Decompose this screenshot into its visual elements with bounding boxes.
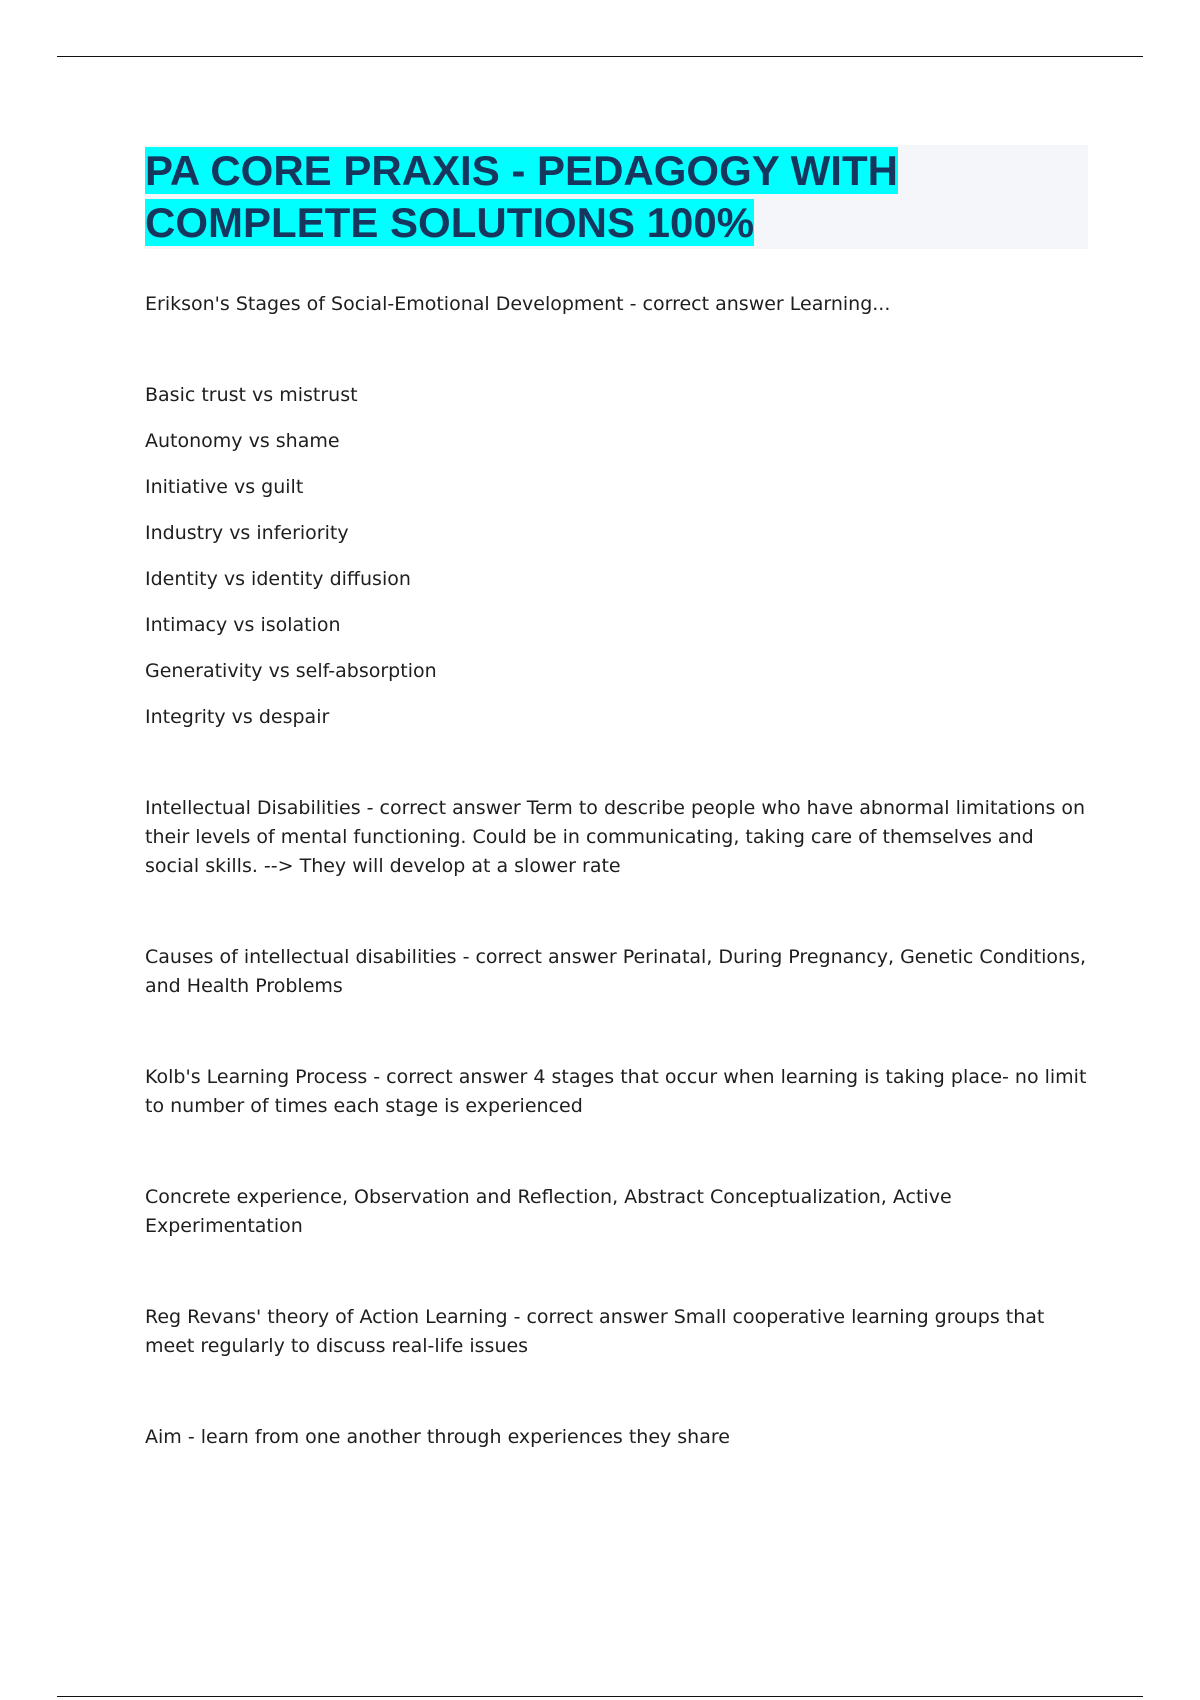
- stage-item: Initiative vs guilt: [145, 476, 304, 498]
- entry-paragraph: Causes of intellectual disabilities - correct answer Perinatal, During Pregnancy, Genetic Conditions, and Health Problems: [145, 946, 1087, 997]
- title-highlight: PA CORE PRAXIS - PEDAGOGY WITH COMPLETE SOLUTIONS 100%: [145, 147, 898, 246]
- stage-item: Generativity vs self-absorption: [145, 660, 437, 682]
- entry-paragraph: Reg Revans' theory of Action Learning - correct answer Small cooperative learning groups that meet regularly to discuss real-life issues: [145, 1306, 1045, 1357]
- stage-item: Basic trust vs mistrust: [145, 384, 358, 406]
- entry-paragraph: Intellectual Disabilities - correct answer Term to describe people who have abnormal limitations on their levels of mental functioning. Could be in communicating, taking care of themselves and social skills. --> They will develop at a slower rate: [145, 797, 1086, 877]
- document-body: [145, 290, 1090, 1452]
- stage-item: Identity vs identity diffusion: [145, 568, 411, 590]
- intro-paragraph: Erikson's Stages of Social-Emotional Development - correct answer Learning...: [145, 293, 891, 315]
- stage-item: Integrity vs despair: [145, 706, 330, 728]
- top-rule: [57, 56, 1143, 57]
- entry-paragraph: Concrete experience, Observation and Reflection, Abstract Conceptualization, Active Experimentation: [145, 1186, 952, 1237]
- entry-paragraph: Kolb's Learning Process - correct answer 4 stages that occur when learning is taking place- no limit to number of times each stage is experienced: [145, 1066, 1087, 1117]
- stage-item: Autonomy vs shame: [145, 430, 340, 452]
- bottom-rule: [57, 1696, 1143, 1697]
- entry-paragraph: Aim - learn from one another through experiences they share: [145, 1426, 730, 1448]
- document-title: [145, 145, 1088, 249]
- stage-item: Intimacy vs isolation: [145, 614, 341, 636]
- stage-item: Industry vs inferiority: [145, 522, 349, 544]
